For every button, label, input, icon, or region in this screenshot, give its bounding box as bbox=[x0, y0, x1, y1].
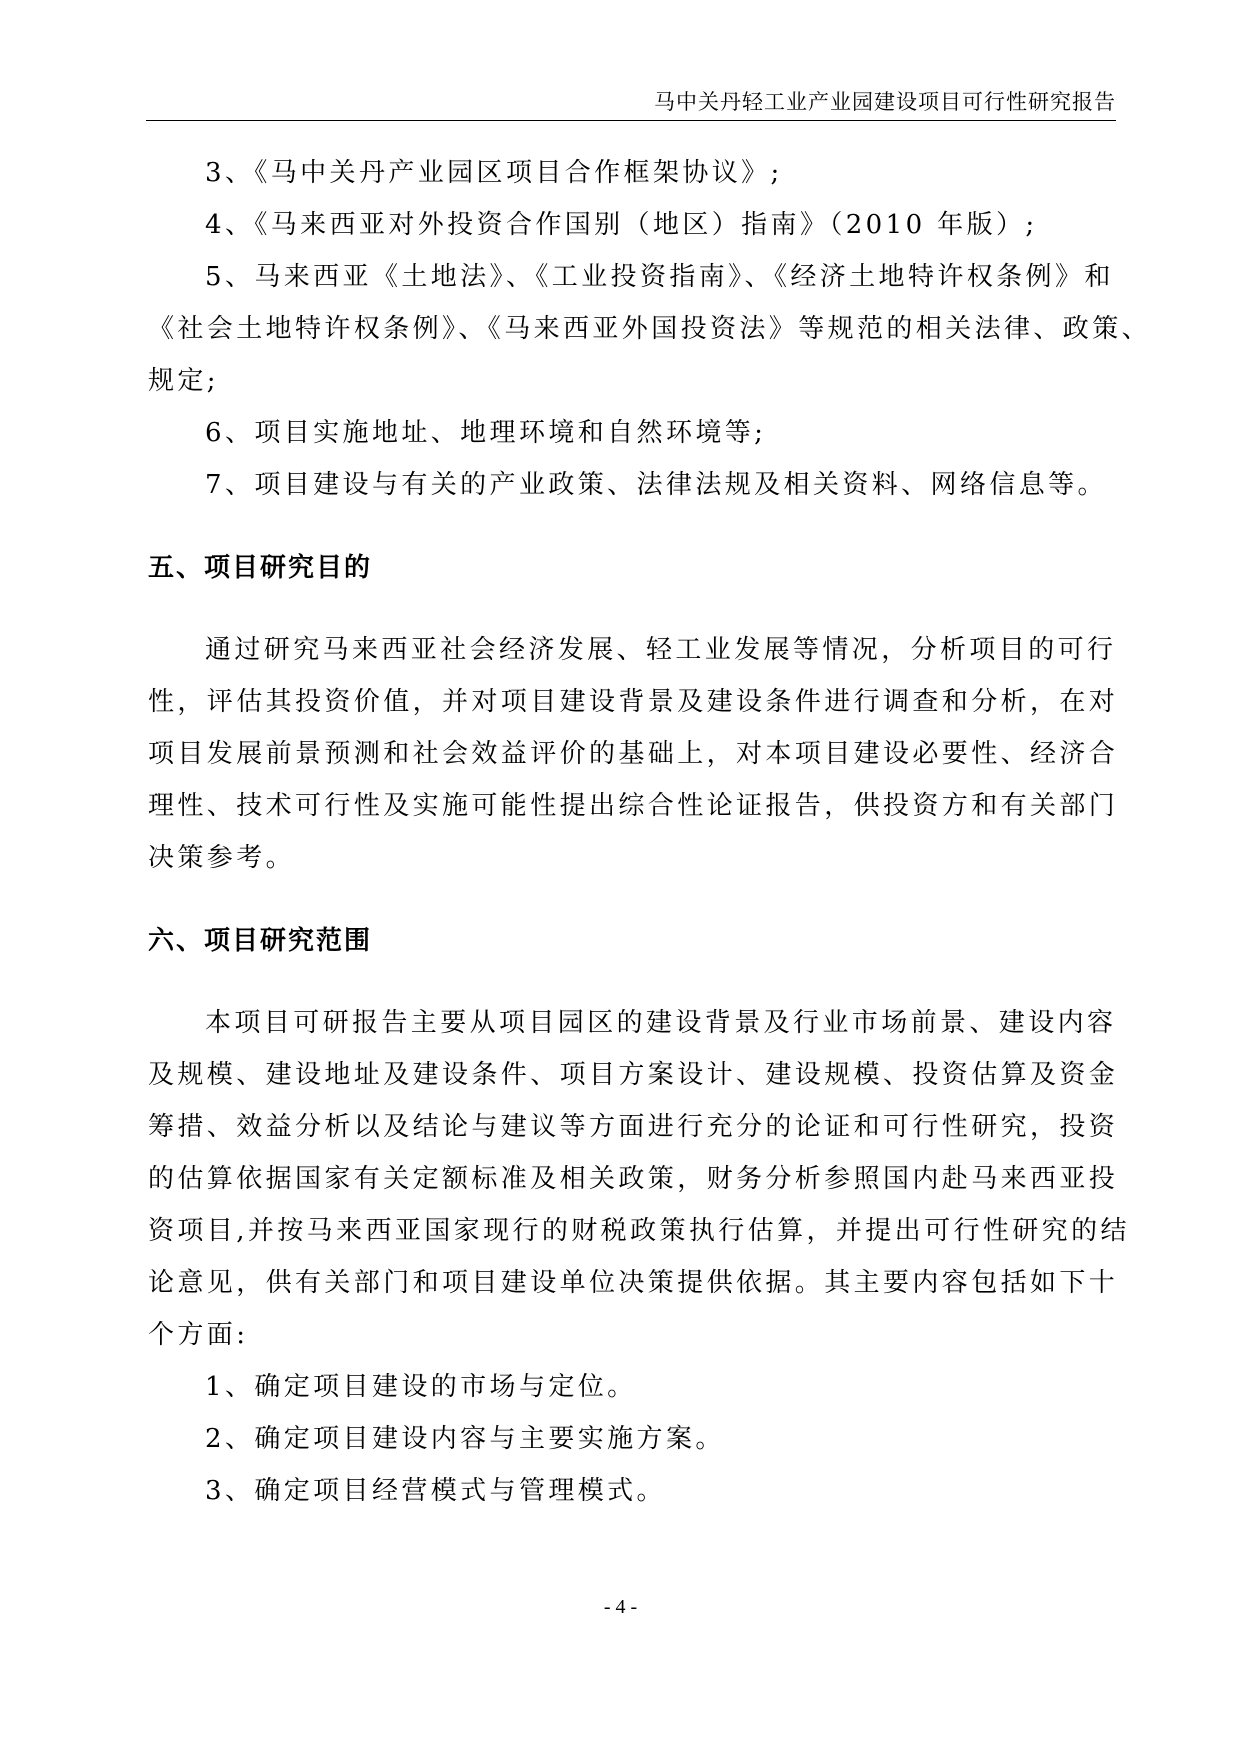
section-6-list-item-3: 3、确定项目经营模式与管理模式。 bbox=[205, 1476, 666, 1506]
section-6-line: 论意见，供有关部门和项目建设单位决策提供依据。其主要内容包括如下十 bbox=[148, 1268, 1119, 1298]
section-6-list-item-1: 1、确定项目建设的市场与定位。 bbox=[205, 1372, 637, 1402]
section-6-heading: 六、项目研究范围 bbox=[148, 926, 373, 956]
section-6-line: 筹措、效益分析以及结论与建议等方面进行充分的论证和可行性研究，投资 bbox=[148, 1112, 1119, 1142]
section-6-line: 本项目可研报告主要从项目园区的建设背景及行业市场前景、建设内容 bbox=[205, 1008, 1117, 1038]
spacer bbox=[148, 594, 1118, 624]
reference-item-5-line-1: 5、马来西亚《土地法》、《工业投资指南》、《经济土地特许权条例》和 bbox=[205, 262, 1114, 292]
reference-item-3: 3、《马中关丹产业园区项目合作框架协议》; bbox=[205, 158, 783, 188]
page-header bbox=[146, 84, 1116, 121]
header-title: 马中关丹轻工业产业园建设项目可行性研究报告 bbox=[654, 90, 1116, 114]
reference-item-4: 4、《马来西亚对外投资合作国别（地区）指南》（2010 年版）; bbox=[205, 210, 1038, 240]
section-6-line: 资项目,并按马来西亚国家现行的财税政策执行估算，并提出可行性研究的结 bbox=[148, 1216, 1130, 1246]
spacer bbox=[148, 511, 1118, 542]
section-5-line: 理性、技术可行性及实施可能性提出综合性论证报告，供投资方和有关部门 bbox=[148, 791, 1119, 821]
reference-item-7: 7、项目建设与有关的产业政策、法律法规及相关资料、网络信息等。 bbox=[205, 470, 1107, 500]
reference-item-5-line-3: 规定; bbox=[148, 366, 219, 396]
reference-item-6: 6、项目实施地址、地理环境和自然环境等; bbox=[205, 418, 767, 448]
section-5-line: 决策参考。 bbox=[148, 843, 296, 873]
section-6-line: 及规模、建设地址及建设条件、项目方案设计、建设规模、投资估算及资金 bbox=[148, 1060, 1119, 1090]
section-6-line: 的估算依据国家有关定额标准及相关政策，财务分析参照国内赴马来西亚投 bbox=[148, 1164, 1119, 1194]
document-body bbox=[148, 147, 1152, 1517]
section-6-line: 个方面: bbox=[148, 1320, 249, 1350]
spacer bbox=[148, 884, 1118, 915]
section-5-heading: 五、项目研究目的 bbox=[148, 553, 373, 583]
section-5-line: 通过研究马来西亚社会经济发展、轻工业发展等情况，分析项目的可行 bbox=[205, 635, 1117, 665]
spacer bbox=[148, 967, 1118, 997]
section-5-line: 项目发展前景预测和社会效益评价的基础上，对本项目建设必要性、经济合 bbox=[148, 739, 1119, 769]
section-5-line: 性，评估其投资价值，并对项目建设背景及建设条件进行调查和分析，在对 bbox=[148, 687, 1119, 717]
page-number: - 4 - bbox=[603, 1596, 638, 1618]
section-6-list-item-2: 2、确定项目建设内容与主要实施方案。 bbox=[205, 1424, 725, 1454]
reference-item-5-line-2: 《社会土地特许权条例》、《马来西亚外国投资法》等规范的相关法律、政策、 bbox=[148, 314, 1152, 344]
